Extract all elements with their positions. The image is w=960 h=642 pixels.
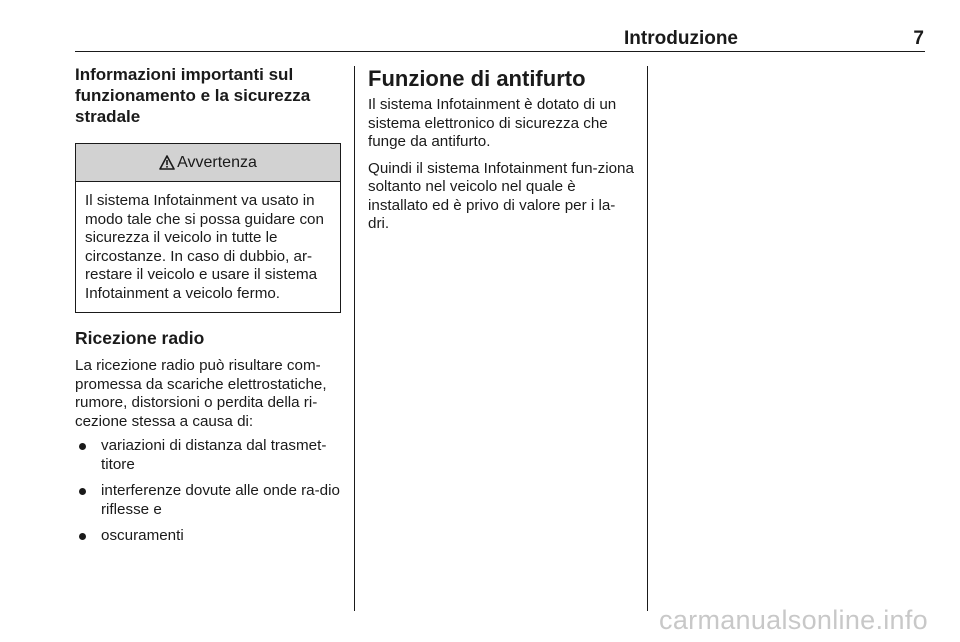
list-item-text: oscuramenti (101, 527, 184, 544)
warning-label: Avvertenza (177, 153, 257, 171)
list-item (75, 527, 341, 546)
radio-heading: Ricezione radio (75, 328, 205, 348)
list-item (75, 482, 341, 519)
warning-header (76, 144, 340, 182)
page-number: 7 (913, 28, 924, 49)
antitheft-heading: Funzione di antifurto (368, 66, 586, 91)
warning-triangle-icon (159, 155, 175, 170)
list-item-text: variazioni di distanza dal trasmet-titore (101, 437, 327, 473)
column-2 (368, 66, 636, 234)
bullet-dot (79, 443, 86, 450)
warning-text: Il sistema Infotainment va usato in modo tale che si possa guidare con sicurezza il veicolo in tutte le circostanze. In caso di dubbio, ar-restare il veicolo e usare il sistema Infotainment a veicolo fermo. (85, 192, 324, 302)
antitheft-paragraph-1: Il sistema Infotainment è dotato di un sistema elettronico di sicurezza che funge da antifurto. (368, 96, 617, 150)
watermark-text: carmanualsonline.info (659, 605, 928, 635)
list-item-text: interferenze dovute alle onde ra-dio riflesse e (101, 482, 340, 518)
running-header-section: Introduzione (624, 28, 738, 49)
column-1 (75, 64, 341, 554)
warning-body (76, 182, 340, 312)
bullet-dot (79, 533, 86, 540)
safety-title: Informazioni importanti sul funzionamento e la sicurezza stradale (75, 65, 311, 126)
bullet-dot (79, 488, 86, 495)
header-rule (75, 51, 925, 52)
column-divider-1 (354, 66, 355, 611)
radio-text: La ricezione radio può risultare com-promessa da scariche elettrostatiche, rumore, distorsioni o perdita della ri-cezione stessa a causa di: (75, 357, 327, 430)
antitheft-paragraph-2: Quindi il sistema Infotainment fun-ziona soltanto nel veicolo nel quale è installato ed è privo di valore per i la-dri. (368, 159, 634, 232)
warning-box (75, 143, 341, 313)
radio-bullet-list (75, 437, 341, 546)
column-divider-2 (647, 66, 648, 611)
list-item (75, 437, 341, 474)
